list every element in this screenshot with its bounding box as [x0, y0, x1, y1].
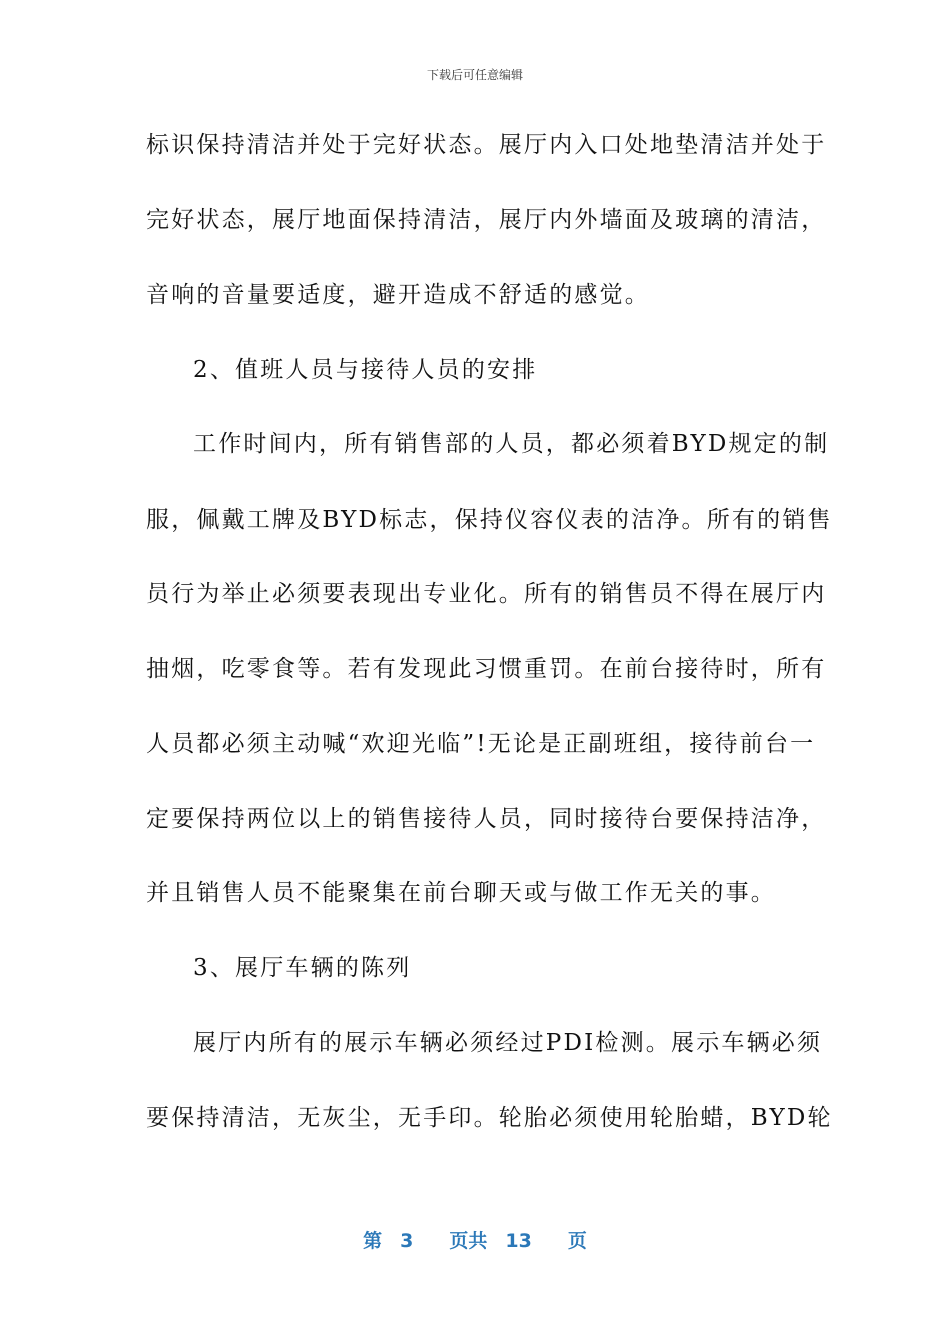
page-footer [0, 1226, 950, 1253]
section-heading: 3、展厅车辆的陈列 [193, 955, 412, 981]
body-line: 并且销售人员不能聚集在前台聊天或与做工作无关的事。 [146, 880, 776, 906]
body-line: 工作时间内，所有销售部的人员，都必须着BYD规定的制 [193, 431, 830, 457]
footer-page-number: 3 [400, 1230, 414, 1252]
section-heading: 2、值班人员与接待人员的安排 [193, 357, 538, 383]
body-line: 服，佩戴工牌及BYD标志，保持仪容仪表的洁净。所有的销售 [146, 507, 833, 533]
body-line: 要保持清洁，无灰尘，无手印。轮胎必须使用轮胎蜡，BYD轮 [146, 1105, 833, 1131]
footer-middle: 页共 [449, 1230, 488, 1252]
body-line: 人员都必须主动喊“欢迎光临”!无论是正副班组，接待前台一 [146, 731, 816, 757]
page-header-note: 下载后可任意编辑 [426, 68, 523, 82]
body-line: 展厅内所有的展示车辆必须经过PDI检测。展示车辆必须 [193, 1030, 823, 1056]
body-line: 完好状态，展厅地面保持清洁，展厅内外墙面及玻璃的清洁， [146, 207, 827, 233]
body-line: 音响的音量要适度，避开造成不舒适的感觉。 [146, 282, 650, 308]
footer-prefix: 第 [363, 1230, 383, 1252]
body-line: 员行为举止必须要表现出专业化。所有的销售员不得在展厅内 [146, 581, 827, 607]
body-line: 定要保持两位以上的销售接待人员，同时接待台要保持洁净， [146, 806, 827, 832]
footer-suffix: 页 [567, 1230, 587, 1252]
body-line: 抽烟，吃零食等。若有发现此习惯重罚。在前台接待时，所有 [146, 656, 827, 682]
footer-total-pages: 13 [505, 1230, 532, 1252]
body-line: 标识保持清洁并处于完好状态。展厅内入口处地垫清洁并处于 [146, 132, 827, 158]
